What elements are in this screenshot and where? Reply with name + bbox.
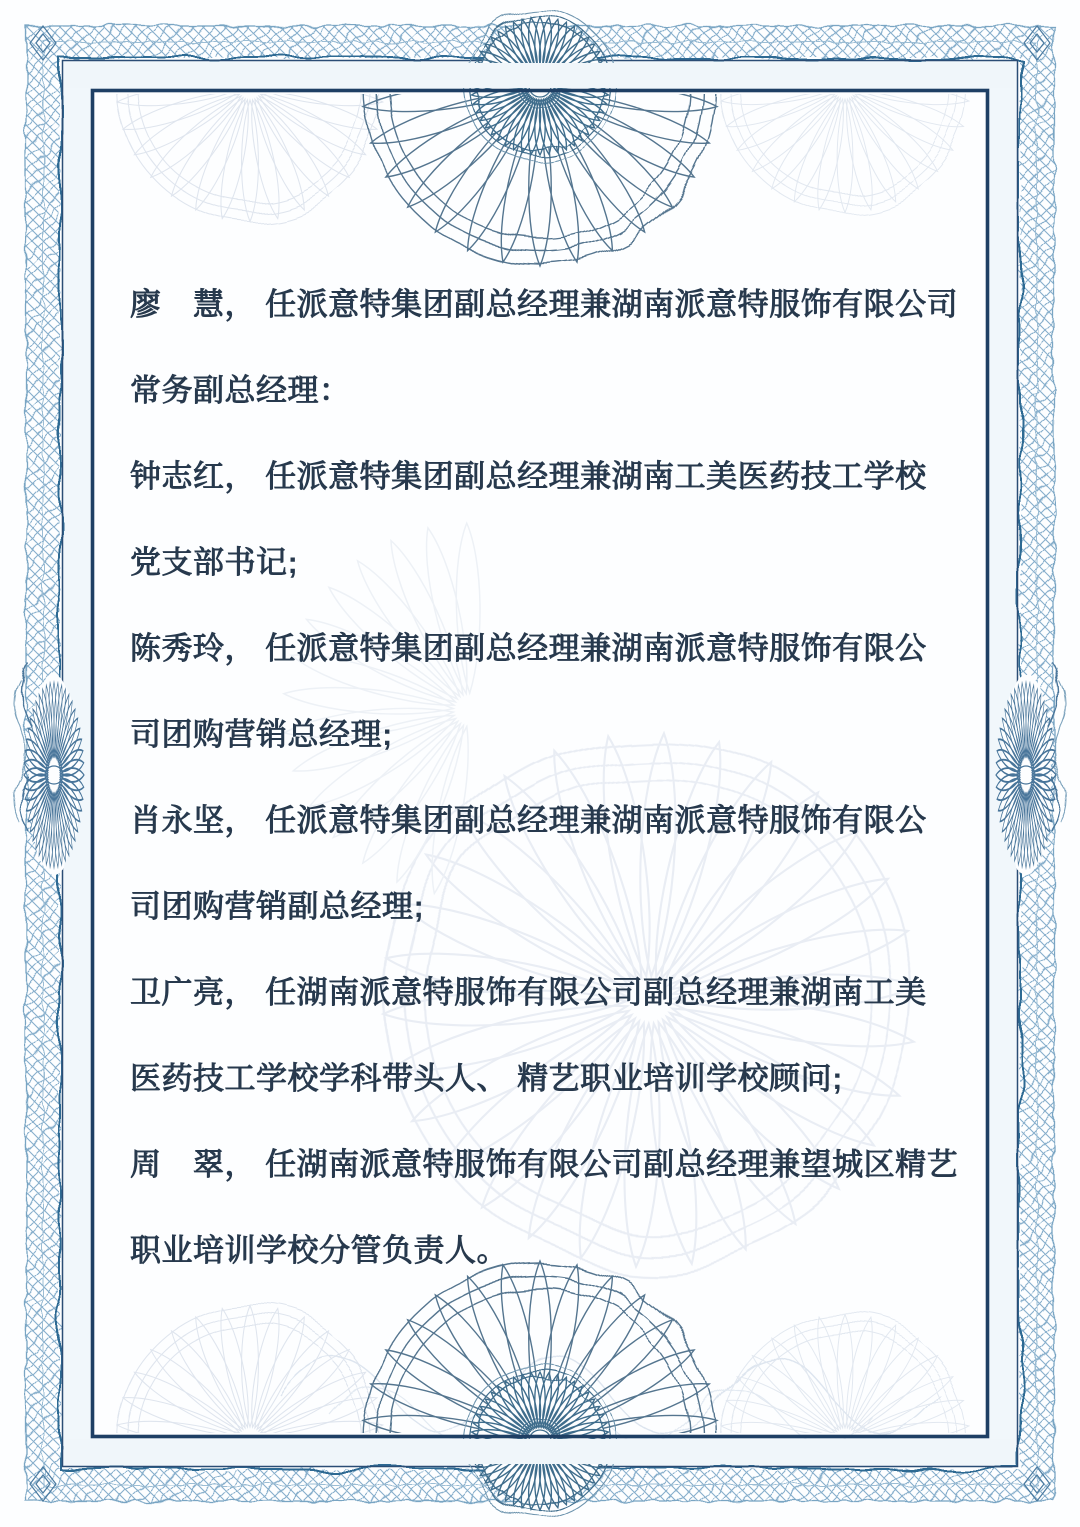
appointment-line: 周 翠， 任湖南派意特服饰有限公司副总经理兼望城区精艺: [130, 1147, 959, 1182]
appointment-line: 钟志红， 任派意特集团副总经理兼湖南工美医药技工学校: [130, 459, 927, 494]
appointment-line: 党支部书记;: [130, 545, 299, 580]
bottom-gap-strip: [66, 1439, 1014, 1464]
appointment-line: 司团购营销副总经理;: [130, 889, 425, 924]
appointment-line: 廖 慧， 任派意特集团副总经理兼湖南派意特服饰有限公司: [130, 287, 959, 322]
appointment-text: [130, 262, 970, 1294]
appointment-line: 医药技工学校学科带头人、 精艺职业培训学校顾问;: [130, 1061, 843, 1096]
appointment-line: 司团购营销总经理;: [130, 717, 393, 752]
appointment-line: 常务副总经理：: [130, 373, 351, 408]
appointment-line: 职业培训学校分管负责人。: [130, 1233, 508, 1268]
appointment-line: 肖永坚， 任派意特集团副总经理兼湖南派意特服饰有限公: [130, 803, 927, 838]
appointment-line: 卫广亮， 任湖南派意特服饰有限公司副总经理兼湖南工美: [130, 975, 927, 1010]
appointment-line: 陈秀玲， 任派意特集团副总经理兼湖南派意特服饰有限公: [130, 631, 927, 666]
top-gap-strip: [66, 63, 1014, 88]
